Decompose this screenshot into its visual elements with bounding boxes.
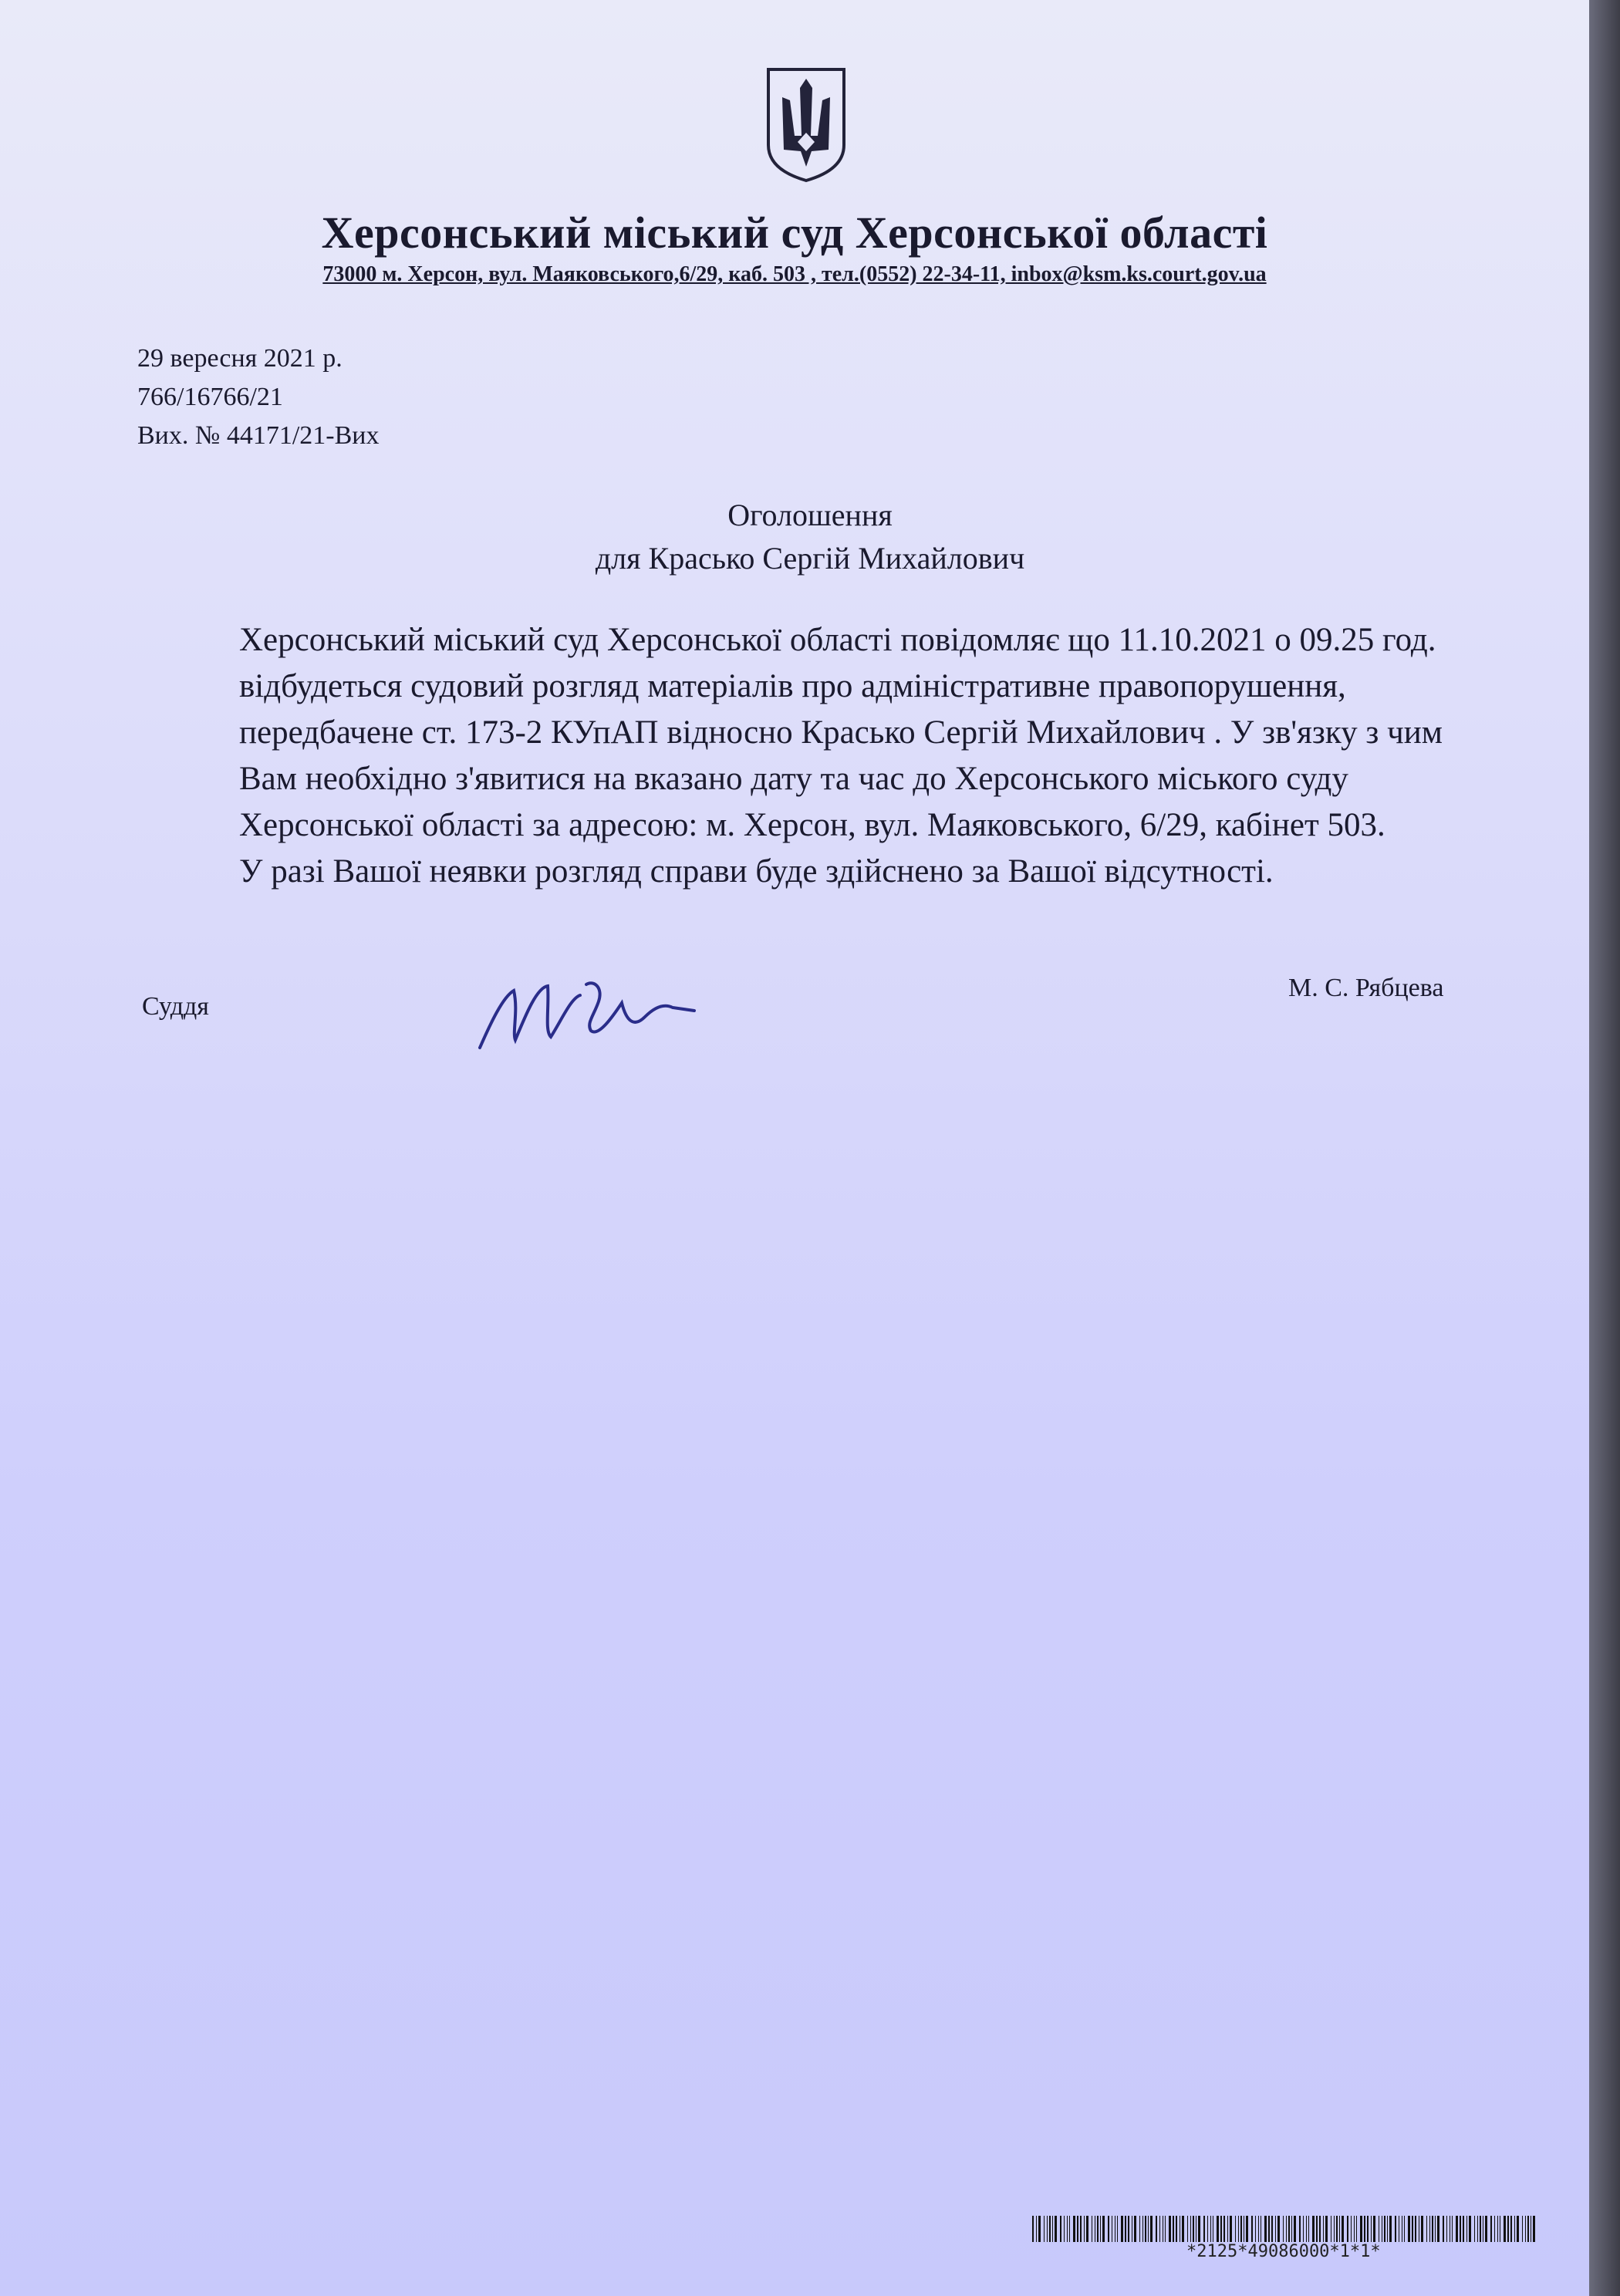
barcode-bar xyxy=(1148,2216,1149,2242)
barcode-bar xyxy=(1077,2216,1078,2242)
barcode-bar xyxy=(1517,2216,1519,2242)
barcode-bar xyxy=(1150,2216,1153,2242)
barcode-bar xyxy=(1117,2216,1118,2242)
barcode-bar xyxy=(1303,2216,1304,2242)
barcode-bar xyxy=(1387,2216,1388,2242)
barcode-bar xyxy=(1128,2216,1129,2242)
barcode-bar xyxy=(1255,2216,1256,2242)
barcode-bar xyxy=(1421,2216,1423,2242)
barcode-bar xyxy=(1354,2216,1355,2242)
barcode-bar xyxy=(1277,2216,1280,2242)
barcode-bar xyxy=(1198,2216,1200,2242)
barcode-code: *2125*49086000*1*1* xyxy=(1186,2242,1381,2261)
barcode-bar xyxy=(1323,2216,1324,2242)
barcode-bar xyxy=(1412,2216,1413,2242)
barcode-bar xyxy=(1069,2216,1070,2242)
barcode-bar xyxy=(1193,2216,1194,2242)
barcode-bar xyxy=(1460,2216,1461,2242)
barcode-bar xyxy=(1176,2216,1177,2242)
coat-of-arms-icon xyxy=(764,65,849,184)
barcode-bar xyxy=(1408,2216,1410,2242)
barcode-bar xyxy=(1291,2216,1292,2242)
barcode-bar xyxy=(1360,2216,1362,2242)
barcode-bar xyxy=(1169,2216,1171,2242)
barcode-bar xyxy=(1477,2216,1478,2242)
barcode-bar xyxy=(1485,2216,1487,2242)
barcode-bar xyxy=(1286,2216,1287,2242)
barcode-bar xyxy=(1108,2216,1109,2242)
barcode-bar xyxy=(1469,2216,1471,2242)
barcode-bar xyxy=(1142,2216,1143,2242)
barcode-bar xyxy=(1288,2216,1290,2242)
barcode-bar xyxy=(1507,2216,1509,2242)
announcement-heading xyxy=(0,494,1589,580)
barcode-bar xyxy=(1190,2216,1191,2242)
barcode-bar xyxy=(1121,2216,1123,2242)
barcode-bar xyxy=(1456,2216,1458,2242)
barcode-bar xyxy=(1086,2216,1088,2242)
barcode-bar xyxy=(1182,2216,1184,2242)
barcode-bar xyxy=(1325,2216,1328,2242)
barcode-bar xyxy=(1435,2216,1436,2242)
barcode-bar xyxy=(1312,2216,1315,2242)
barcode-bar xyxy=(1510,2216,1512,2242)
barcode-bar xyxy=(1187,2216,1188,2242)
barcode-bar xyxy=(1173,2216,1174,2242)
barcode-bar xyxy=(1308,2216,1309,2242)
barcode-bar xyxy=(1316,2216,1318,2242)
judge-name: М. С. Рябцева xyxy=(1288,974,1444,1002)
barcode-bar xyxy=(1047,2216,1048,2242)
barcode-bar xyxy=(1494,2216,1495,2242)
barcode-bar xyxy=(1351,2216,1352,2242)
barcode-bar xyxy=(1294,2216,1296,2242)
barcode-bar xyxy=(1032,2216,1034,2242)
court-name: Херсонський міський суд Херсонської області xyxy=(321,208,1268,258)
barcode-bar xyxy=(1217,2216,1219,2242)
barcode-bar xyxy=(1036,2216,1037,2242)
barcode-bar xyxy=(1230,2216,1232,2242)
body-paragraph: Херсонський міський суд Херсонської області повідомляє що 11.10.2021 о 09.25 год. відбудеться судовий розгляд матеріалів про адміністративне правопорушення, передбачене ст. 173-2 КУпАП відносно Красько Сергій Михайлович . У зв'язку з чим Вам необхідно з'явитися на вказано дату та час до Херсонського міського суду Херсонської області за адресою: м. Херсон, вул. Маяковського, 6/29, кабінет 503. xyxy=(239,622,1443,843)
barcode-bar xyxy=(1246,2216,1248,2242)
barcode-bar xyxy=(1395,2216,1396,2242)
barcode-bar xyxy=(1452,2216,1453,2242)
barcode-bar xyxy=(1490,2216,1492,2242)
barcode-bar xyxy=(1097,2216,1099,2242)
barcode-bar xyxy=(1264,2216,1267,2242)
barcode-bar xyxy=(1522,2216,1523,2242)
barcode-bar xyxy=(1139,2216,1140,2242)
barcode-bar xyxy=(1165,2216,1166,2242)
barcode-bar xyxy=(1275,2216,1276,2242)
case-number: 766/16766/21 xyxy=(137,383,283,411)
judge-role: Суддя xyxy=(142,992,209,1021)
barcode-bar xyxy=(1258,2216,1259,2242)
barcode-bar xyxy=(1306,2216,1307,2242)
document-meta xyxy=(137,339,379,455)
barcode-bar xyxy=(1480,2216,1481,2242)
barcode-bar xyxy=(1038,2216,1041,2242)
barcode-bar xyxy=(1268,2216,1270,2242)
court-address: 73000 м. Херсон, вул. Маяковського,6/29, каб. 503 , тел.(0552) 22-34-11, inbox@ksm.ks.court.gov.ua xyxy=(322,262,1267,286)
barcode-bar xyxy=(1100,2216,1101,2242)
barcode-bar xyxy=(1064,2216,1065,2242)
barcode-bar xyxy=(1466,2216,1467,2242)
barcode-bar xyxy=(1084,2216,1085,2242)
barcode-bar xyxy=(1339,2216,1340,2242)
barcode-bar xyxy=(1336,2216,1338,2242)
handwritten-signature xyxy=(471,957,702,1057)
barcode-bar xyxy=(1052,2216,1053,2242)
barcode-bar xyxy=(1227,2216,1228,2242)
barcode-bar xyxy=(1415,2216,1416,2242)
barcode-bar xyxy=(1145,2216,1146,2242)
barcode-bar xyxy=(1514,2216,1515,2242)
barcode-bar xyxy=(1389,2216,1392,2242)
barcode-bar xyxy=(1373,2216,1375,2242)
barcode-bar xyxy=(1437,2216,1439,2242)
barcode-bar xyxy=(1283,2216,1284,2242)
body-paragraph: У разі Вашої неявки розгляд справи буде здійснено за Вашої відсутності. xyxy=(239,853,1274,890)
document-date: 29 вересня 2021 р. xyxy=(137,344,343,373)
barcode-bar xyxy=(1347,2216,1348,2242)
barcode-bar xyxy=(1080,2216,1082,2242)
barcode-bar xyxy=(1134,2216,1136,2242)
background-edge xyxy=(1589,0,1620,2296)
barcode-bar xyxy=(1049,2216,1051,2242)
announcement-title: Оголошення xyxy=(727,498,893,532)
barcode xyxy=(1032,2216,1541,2242)
barcode-bar xyxy=(1404,2216,1405,2242)
barcode-bar xyxy=(1429,2216,1430,2242)
barcode-bar xyxy=(1238,2216,1239,2242)
barcode-bar xyxy=(1156,2216,1157,2242)
barcode-bar xyxy=(1527,2216,1529,2242)
barcode-bar xyxy=(1504,2216,1506,2242)
barcode-bar xyxy=(1497,2216,1498,2242)
barcode-bar xyxy=(1220,2216,1222,2242)
barcode-bar xyxy=(1432,2216,1433,2242)
barcode-bar xyxy=(1210,2216,1211,2242)
barcode-bar xyxy=(1235,2216,1236,2242)
barcode-bar xyxy=(1426,2216,1427,2242)
barcode-bar xyxy=(1533,2216,1535,2242)
barcode-bar xyxy=(1044,2216,1045,2242)
barcode-bar xyxy=(1067,2216,1068,2242)
barcode-bar xyxy=(1073,2216,1075,2242)
barcode-bar xyxy=(1474,2216,1475,2242)
barcode-bar xyxy=(1159,2216,1160,2242)
barcode-bar xyxy=(1342,2216,1344,2242)
barcode-bar xyxy=(1319,2216,1321,2242)
barcode-bar xyxy=(1525,2216,1526,2242)
barcode-bar xyxy=(1446,2216,1447,2242)
barcode-bar xyxy=(1271,2216,1273,2242)
barcode-bar xyxy=(1055,2216,1057,2242)
barcode-bar xyxy=(1299,2216,1301,2242)
announcement-recipient: для Красько Сергій Михайлович xyxy=(595,541,1025,576)
barcode-bar xyxy=(1384,2216,1385,2242)
outgoing-number: Вих. № 44171/21-Вих xyxy=(137,421,380,450)
barcode-bar xyxy=(1125,2216,1126,2242)
barcode-bar xyxy=(1364,2216,1365,2242)
barcode-bar xyxy=(1223,2216,1225,2242)
barcode-bar xyxy=(1334,2216,1335,2242)
barcode-bar xyxy=(1356,2216,1357,2242)
barcode-bar xyxy=(1060,2216,1061,2242)
barcode-bar xyxy=(1240,2216,1242,2242)
barcode-bar xyxy=(1203,2216,1205,2242)
barcode-bar xyxy=(1102,2216,1105,2242)
announcement-body xyxy=(139,617,1497,895)
barcode-bar xyxy=(1463,2216,1464,2242)
barcode-bar xyxy=(1371,2216,1372,2242)
barcode-bar xyxy=(1207,2216,1208,2242)
barcode-bar xyxy=(1443,2216,1444,2242)
barcode-bar xyxy=(1251,2216,1253,2242)
barcode-bar xyxy=(1367,2216,1369,2242)
